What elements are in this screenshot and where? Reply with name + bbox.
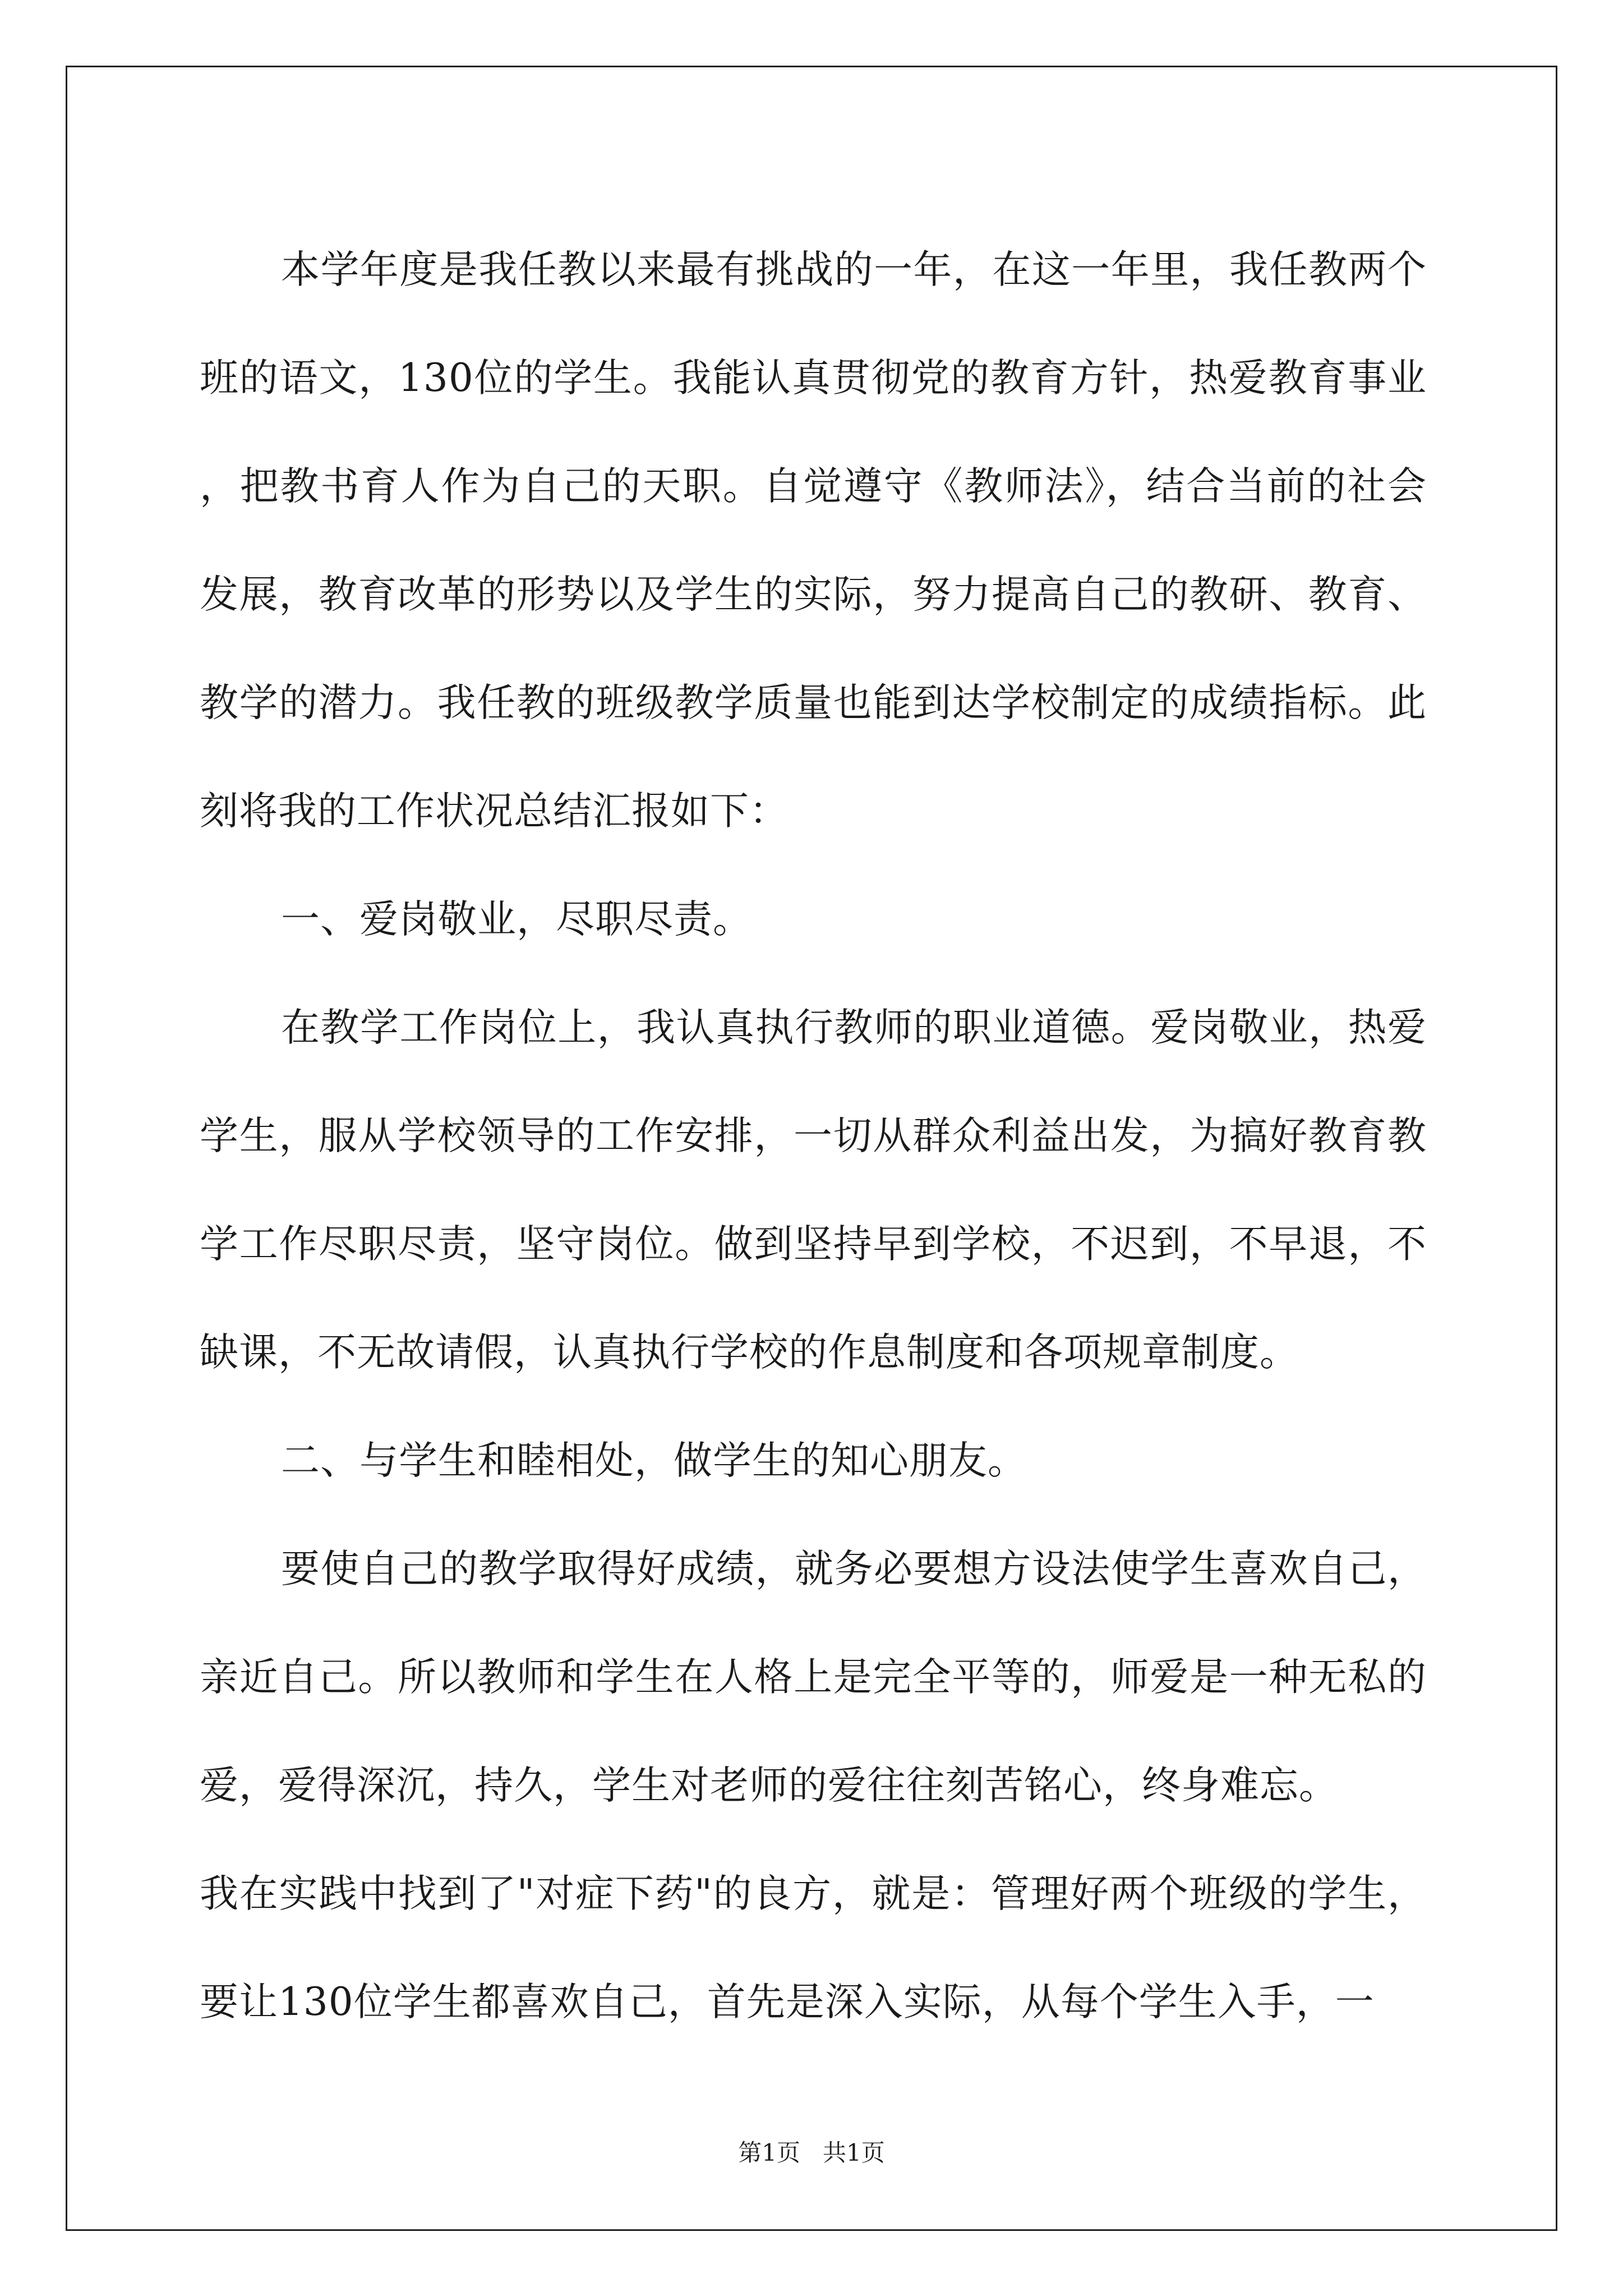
paragraph-intro: 本学年度是我任教以来最有挑战的一年，在这一年里，我任教两个班的语文，130位的学生。我能认真贯彻党的教育方针，热爱教育事业，把教书育人作为自己的天职。自觉遵守《教师法》，结合当前的社会发展，教育改革的形势以及学生的实际，努力提高自己的教研、教育、教学的潜力。我任教的班级教学质量也能到达学校制定的成绩指标。此刻将我的工作状况总结汇报如下： (200, 247, 1427, 834)
paragraph-section-2: 要使自己的教学取得好成绩，就务必要想方设法使学生喜欢自己，亲近自己。所以教师和学生在人格上是完全平等的，师爱是一种无私的爱，爱得深沉，持久，学生对老师的爱往往刻苦铭心，终身难忘。 (200, 1547, 1427, 1808)
page-total: 共1页 (823, 2139, 885, 2166)
paragraph-section-2-continued: 我在实践中找到了"对症下药"的良方，就是：管理好两个班级的学生，要让130位学生都喜欢自己，首先是深入实际，从每个学生入手，一 (200, 1871, 1427, 2024)
page-footer (0, 2136, 1623, 2170)
paragraph-section-1: 在教学工作岗位上，我认真执行教师的职业道德。爱岗敬业，热爱学生，服从学校领导的工作安排，一切从群众利益出发，为搞好教育教学工作尽职尽责，坚守岗位。做到坚持早到学校，不迟到，不早退，不缺课，不无故请假，认真执行学校的作息制度和各项规章制度。 (200, 1005, 1427, 1375)
document-body (200, 216, 1427, 2056)
heading-section-1: 一、爱岗敬业，尽职尽责。 (281, 897, 752, 942)
page-number: 第1页 (738, 2139, 800, 2166)
heading-section-2: 二、与学生和睦相处，做学生的知心朋友。 (281, 1438, 1027, 1483)
